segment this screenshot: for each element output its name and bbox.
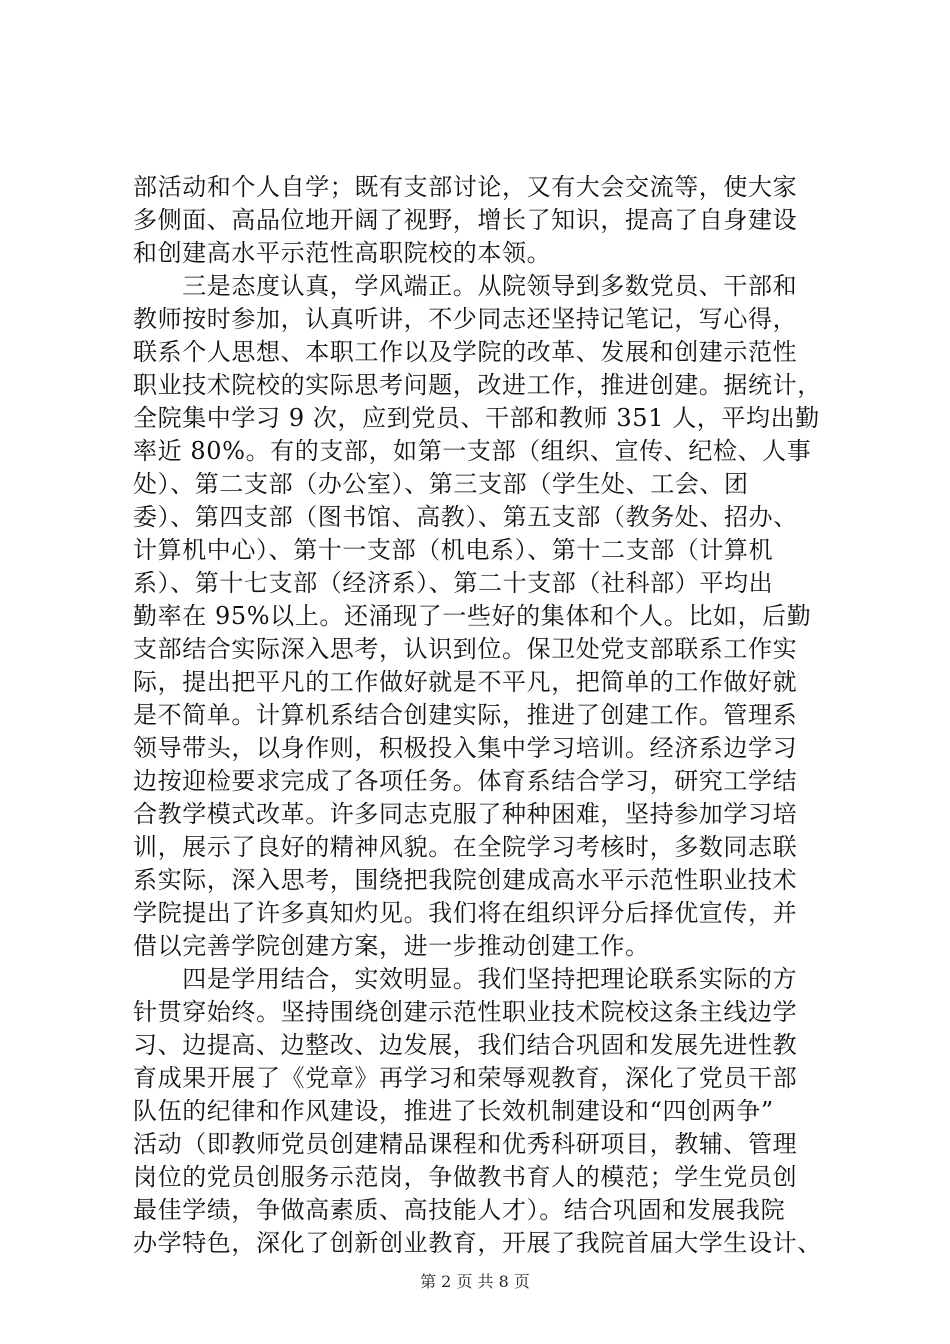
text-line: 合教学模式改革。许多同志克服了种种困难，坚持参加学习培 — [133, 800, 798, 828]
text-line: 系实际，深入思考，围绕把我院创建成高水平示范性职业技术 — [133, 866, 798, 894]
body-text — [133, 171, 833, 1260]
text-line: 队伍的纪律和作风建设，推进了长效机制建设和“四创两争” — [133, 1097, 774, 1125]
text-line: 支部结合实际深入思考，认识到位。保卫处党支部联系工作实 — [133, 635, 798, 663]
text-line: 联系个人思想、本职工作以及学院的改革、发展和创建示范性 — [133, 338, 798, 366]
text-line: 率近 80%。有的支部，如第一支部（组织、宣传、纪检、人事 — [133, 437, 812, 465]
text-line: 计算机中心）、第十一支部（机电系）、第十二支部（计算机 — [133, 536, 774, 564]
text-line: 育成果开展了《党章》再学习和荣辱观教育，深化了党员干部 — [133, 1064, 798, 1092]
text-line: 训，展示了良好的精神风貌。在全院学习考核时，多数同志联 — [133, 833, 798, 861]
text-line: 和创建高水平示范性高职院校的本领。 — [133, 239, 552, 267]
paragraph-three-start: 三是态度认真，学风端正。从院领导到多数党员、干部和 — [133, 272, 798, 300]
text-line: 处）、第二支部（办公室）、第三支部（学生处、工会、团 — [133, 470, 749, 498]
text-line: 是不简单。计算机系结合创建实际，推进了创建工作。管理系 — [133, 701, 798, 729]
text-line: 职业技术院校的实际思考问题，改进工作，推进创建。据统计， — [133, 371, 822, 399]
text-line: 勤率在 95%以上。还涌现了一些好的集体和个人。比如，后勤 — [133, 602, 812, 630]
text-line: 边按迎检要求完成了各项任务。体育系结合学习，研究工学结 — [133, 767, 798, 795]
text-line: 多侧面、高品位地开阔了视野，增长了知识，提高了自身建设 — [133, 206, 798, 234]
text-line: 习、边提高、边整改、边发展，我们结合巩固和发展先进性教 — [133, 1031, 798, 1059]
paragraph-four-start: 四是学用结合，实效明显。我们坚持把理论联系实际的方 — [133, 965, 798, 993]
text-line: 学院提出了许多真知灼见。我们将在组织评分后择优宣传，并 — [133, 899, 798, 927]
text-line: 活动（即教师党员创建精品课程和优秀科研项目，教辅、管理 — [133, 1130, 798, 1158]
text-line: 领导带头，以身作则，积极投入集中学习培训。经济系边学习 — [133, 734, 798, 762]
text-line: 全院集中学习 9 次，应到党员、干部和教师 351 人，平均出勤 — [133, 404, 820, 432]
text-line: 际，提出把平凡的工作做好就是不平凡，把简单的工作做好就 — [133, 668, 798, 696]
text-line: 部活动和个人自学；既有支部讨论，又有大会交流等，使大家 — [133, 173, 798, 201]
text-line: 借以完善学院创建方案，进一步推动创建工作。 — [133, 932, 650, 960]
text-line: 最佳学绩，争做高素质、高技能人才）。结合巩固和发展我院 — [133, 1196, 786, 1224]
text-line: 岗位的党员创服务示范岗，争做教书育人的模范；学生党员创 — [133, 1163, 798, 1191]
text-line: 教师按时参加，认真听讲，不少同志还坚持记笔记，写心得， — [133, 305, 798, 333]
text-line: 委）、第四支部（图书馆、高教）、第五支部（教务处、招办、 — [133, 503, 798, 531]
text-line: 办学特色，深化了创新创业教育，开展了我院首届大学生设计、 — [133, 1229, 822, 1257]
page-footer: 第 2 页 共 8 页 — [420, 1272, 530, 1291]
text-line: 系）、第十七支部（经济系）、第二十支部（社科部）平均出 — [133, 569, 774, 597]
text-line: 针贯穿始终。坚持围绕创建示范性职业技术院校这条主线边学 — [133, 998, 798, 1026]
